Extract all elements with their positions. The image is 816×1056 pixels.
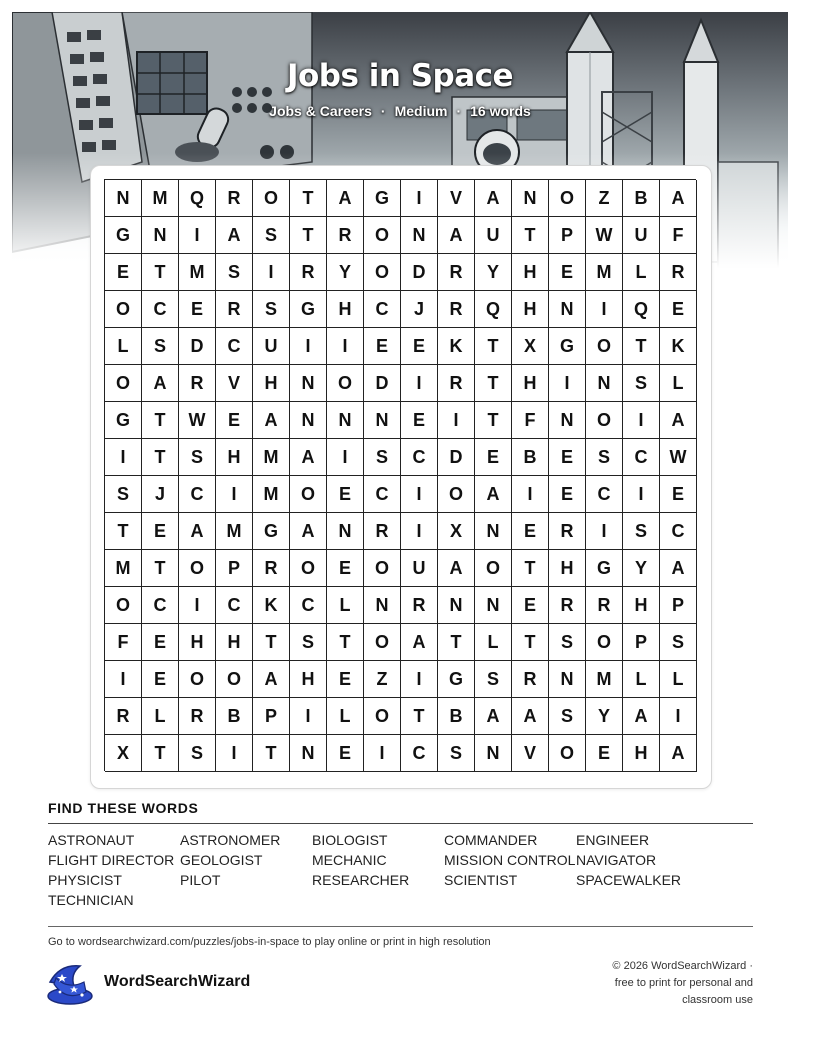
grid-cell: T — [475, 365, 512, 402]
grid-cell: J — [401, 291, 438, 328]
grid-cell: F — [512, 402, 549, 439]
word-list-item: BIOLOGIST — [312, 832, 388, 848]
grid-cell: H — [216, 624, 253, 661]
grid-cell: I — [438, 402, 475, 439]
grid-cell: H — [512, 365, 549, 402]
grid-cell: I — [179, 217, 216, 254]
grid-cell: A — [253, 402, 290, 439]
grid-cell: M — [586, 661, 623, 698]
grid-cell: T — [401, 698, 438, 735]
grid-cell: O — [549, 180, 586, 217]
word-list-heading: FIND THESE WORDS — [48, 800, 199, 816]
grid-cell: E — [660, 476, 697, 513]
grid-cell: H — [512, 291, 549, 328]
grid-cell: P — [216, 550, 253, 587]
grid-cell: E — [105, 254, 142, 291]
grid-cell: L — [105, 328, 142, 365]
grid-cell: E — [327, 476, 364, 513]
copyright-line: © 2026 WordSearchWizard · — [612, 960, 753, 972]
grid-cell: W — [586, 217, 623, 254]
grid-cell: L — [623, 661, 660, 698]
grid-cell: L — [475, 624, 512, 661]
grid-cell: K — [438, 328, 475, 365]
grid-cell: M — [253, 439, 290, 476]
grid-cell: E — [512, 587, 549, 624]
grid-cell: C — [290, 587, 327, 624]
grid-cell: S — [660, 624, 697, 661]
grid-cell: L — [142, 698, 179, 735]
grid-cell: A — [623, 698, 660, 735]
grid-cell: P — [253, 698, 290, 735]
grid-cell: A — [216, 217, 253, 254]
grid-cell: R — [549, 513, 586, 550]
grid-cell: A — [290, 513, 327, 550]
grid-cell: R — [512, 661, 549, 698]
grid-cell: O — [364, 624, 401, 661]
grid-cell: N — [364, 587, 401, 624]
grid-cell: E — [660, 291, 697, 328]
grid-cell: V — [438, 180, 475, 217]
grid-cell: P — [623, 624, 660, 661]
grid-cell: S — [549, 624, 586, 661]
grid-cell: T — [438, 624, 475, 661]
grid-cell: L — [623, 254, 660, 291]
word-list-item: SCIENTIST — [444, 872, 518, 888]
letter-grid — [104, 179, 696, 771]
grid-cell: T — [327, 624, 364, 661]
grid-cell: N — [475, 587, 512, 624]
grid-cell: M — [179, 254, 216, 291]
grid-cell: E — [401, 328, 438, 365]
grid-cell: I — [549, 365, 586, 402]
grid-cell: Q — [475, 291, 512, 328]
grid-cell: N — [290, 365, 327, 402]
grid-cell: O — [290, 476, 327, 513]
grid-cell: Q — [179, 180, 216, 217]
grid-cell: T — [475, 328, 512, 365]
grid-cell: O — [105, 365, 142, 402]
grid-cell: A — [253, 661, 290, 698]
word-list-item: GEOLOGIST — [180, 852, 263, 868]
grid-cell: C — [586, 476, 623, 513]
grid-cell: S — [179, 735, 216, 772]
grid-cell: O — [364, 217, 401, 254]
grid-cell: R — [290, 254, 327, 291]
grid-cell: E — [327, 550, 364, 587]
copyright-notice — [563, 958, 753, 1009]
grid-cell: L — [660, 365, 697, 402]
grid-cell: E — [549, 254, 586, 291]
grid-cell: R — [586, 587, 623, 624]
grid-cell: D — [401, 254, 438, 291]
grid-cell: S — [586, 439, 623, 476]
grid-cell: O — [253, 180, 290, 217]
grid-cell: E — [586, 735, 623, 772]
grid-cell: I — [401, 513, 438, 550]
grid-cell: H — [512, 254, 549, 291]
grid-cell: I — [401, 661, 438, 698]
word-list-item: FLIGHT DIRECTOR — [48, 852, 175, 868]
grid-cell: R — [216, 291, 253, 328]
grid-cell: Y — [586, 698, 623, 735]
word-list-item: TECHNICIAN — [48, 892, 134, 908]
grid-cell: F — [660, 217, 697, 254]
grid-cell: I — [327, 439, 364, 476]
grid-cell: I — [401, 476, 438, 513]
grid-cell: N — [327, 513, 364, 550]
grid-cell: M — [253, 476, 290, 513]
grid-cell: N — [512, 180, 549, 217]
grid-cell: U — [623, 217, 660, 254]
grid-cell: O — [549, 735, 586, 772]
grid-cell: R — [327, 217, 364, 254]
grid-cell: M — [142, 180, 179, 217]
grid-cell: A — [512, 698, 549, 735]
grid-cell: N — [475, 513, 512, 550]
grid-cell: T — [512, 217, 549, 254]
grid-cell: G — [586, 550, 623, 587]
grid-cell: I — [512, 476, 549, 513]
grid-cell: K — [660, 328, 697, 365]
grid-cell: C — [401, 735, 438, 772]
grid-cell: U — [475, 217, 512, 254]
grid-cell: N — [549, 402, 586, 439]
grid-cell: C — [364, 291, 401, 328]
grid-cell: T — [105, 513, 142, 550]
grid-cell: G — [290, 291, 327, 328]
word-list-item: PILOT — [180, 872, 221, 888]
grid-cell: B — [512, 439, 549, 476]
grid-cell: C — [216, 328, 253, 365]
grid-cell: I — [401, 180, 438, 217]
grid-cell: A — [290, 439, 327, 476]
grid-cell: A — [475, 180, 512, 217]
grid-cell: O — [364, 698, 401, 735]
grid-cell: I — [623, 402, 660, 439]
grid-cell: V — [216, 365, 253, 402]
grid-cell: Z — [586, 180, 623, 217]
puzzle-meta — [0, 103, 800, 119]
grid-cell: R — [549, 587, 586, 624]
grid-cell: I — [290, 698, 327, 735]
grid-cell: T — [253, 735, 290, 772]
grid-cell: W — [660, 439, 697, 476]
grid-cell: I — [623, 476, 660, 513]
grid-cell: T — [512, 550, 549, 587]
grid-cell: O — [290, 550, 327, 587]
grid-cell: B — [623, 180, 660, 217]
grid-cell: H — [327, 291, 364, 328]
grid-cell: I — [364, 735, 401, 772]
grid-cell: E — [327, 661, 364, 698]
grid-cell: Y — [475, 254, 512, 291]
grid-cell: P — [549, 217, 586, 254]
word-list-item: ENGINEER — [576, 832, 650, 848]
grid-cell: A — [327, 180, 364, 217]
grid-cell: O — [105, 291, 142, 328]
grid-cell: N — [327, 402, 364, 439]
grid-cell: O — [179, 550, 216, 587]
grid-cell: M — [105, 550, 142, 587]
grid-cell: E — [512, 513, 549, 550]
word-list-item: COMMANDER — [444, 832, 538, 848]
grid-cell: R — [179, 365, 216, 402]
grid-cell: X — [512, 328, 549, 365]
word-list-item: NAVIGATOR — [576, 852, 657, 868]
grid-cell: D — [364, 365, 401, 402]
grid-cell: Y — [327, 254, 364, 291]
grid-cell: X — [105, 735, 142, 772]
grid-cell: S — [549, 698, 586, 735]
grid-cell: I — [586, 513, 623, 550]
grid-cell: T — [512, 624, 549, 661]
grid-cell: B — [216, 698, 253, 735]
grid-cell: I — [105, 661, 142, 698]
grid-cell: G — [105, 402, 142, 439]
grid-cell: N — [105, 180, 142, 217]
grid-cell: S — [290, 624, 327, 661]
grid-cell: O — [438, 476, 475, 513]
divider — [48, 926, 753, 927]
grid-cell: L — [660, 661, 697, 698]
grid-cell: A — [475, 698, 512, 735]
grid-cell: G — [549, 328, 586, 365]
grid-cell: M — [586, 254, 623, 291]
grid-cell: C — [660, 513, 697, 550]
grid-cell: E — [401, 402, 438, 439]
grid-cell: L — [327, 587, 364, 624]
grid-cell: V — [512, 735, 549, 772]
grid-cell: S — [623, 365, 660, 402]
meta-separator: · — [456, 103, 462, 119]
grid-cell: O — [364, 550, 401, 587]
grid-cell: G — [438, 661, 475, 698]
grid-cell: N — [142, 217, 179, 254]
grid-cell: E — [142, 513, 179, 550]
grid-cell: T — [142, 402, 179, 439]
grid-cell: T — [290, 180, 327, 217]
grid-cell: C — [623, 439, 660, 476]
grid-cell: H — [253, 365, 290, 402]
grid-cell: T — [142, 550, 179, 587]
grid-cell: S — [216, 254, 253, 291]
grid-cell: D — [438, 439, 475, 476]
grid-cell: S — [179, 439, 216, 476]
grid-cell: P — [660, 587, 697, 624]
grid-cell: L — [327, 698, 364, 735]
grid-cell: G — [253, 513, 290, 550]
wizard-hat-icon — [46, 962, 94, 1006]
grid-cell: X — [438, 513, 475, 550]
word-list-item: MISSION CONTROL — [444, 852, 576, 868]
grid-cell: R — [438, 365, 475, 402]
grid-cell: A — [660, 735, 697, 772]
grid-cell: G — [364, 180, 401, 217]
grid-cell: I — [105, 439, 142, 476]
grid-cell: R — [253, 550, 290, 587]
grid-cell: E — [327, 735, 364, 772]
grid-cell: I — [401, 365, 438, 402]
grid-cell: N — [401, 217, 438, 254]
grid-cell: H — [623, 735, 660, 772]
grid-cell: A — [401, 624, 438, 661]
copyright-line: free to print for personal and — [614, 977, 753, 989]
grid-cell: A — [438, 550, 475, 587]
grid-cell: R — [105, 698, 142, 735]
grid-cell: J — [142, 476, 179, 513]
grid-cell: T — [623, 328, 660, 365]
copyright-line: classroom use — [682, 994, 753, 1006]
grid-cell: A — [179, 513, 216, 550]
grid-cell: R — [216, 180, 253, 217]
grid-cell: T — [290, 217, 327, 254]
grid-cell: S — [142, 328, 179, 365]
grid-cell: N — [475, 735, 512, 772]
grid-cell: O — [475, 550, 512, 587]
word-count-label: 16 words — [470, 103, 531, 119]
grid-cell: N — [438, 587, 475, 624]
grid-cell: R — [179, 698, 216, 735]
grid-cell: D — [179, 328, 216, 365]
grid-cell: O — [179, 661, 216, 698]
grid-cell: U — [401, 550, 438, 587]
grid-cell: O — [364, 254, 401, 291]
grid-cell: C — [142, 291, 179, 328]
grid-cell: E — [142, 661, 179, 698]
grid-cell: R — [660, 254, 697, 291]
grid-cell: U — [253, 328, 290, 365]
grid-cell: I — [327, 328, 364, 365]
grid-cell: A — [660, 180, 697, 217]
grid-cell: G — [105, 217, 142, 254]
grid-cell: T — [475, 402, 512, 439]
grid-cell: S — [364, 439, 401, 476]
word-list-item: ASTRONOMER — [180, 832, 281, 848]
grid-cell: I — [179, 587, 216, 624]
grid-cell: O — [586, 328, 623, 365]
grid-cell: O — [586, 624, 623, 661]
grid-cell: S — [253, 291, 290, 328]
grid-cell: Q — [623, 291, 660, 328]
grid-cell: N — [549, 291, 586, 328]
grid-cell: K — [253, 587, 290, 624]
grid-cell: N — [586, 365, 623, 402]
grid-cell: A — [475, 476, 512, 513]
grid-cell: A — [660, 402, 697, 439]
grid-cell: E — [549, 439, 586, 476]
grid-cell: C — [401, 439, 438, 476]
word-list-item: ASTRONAUT — [48, 832, 135, 848]
grid-cell: O — [105, 587, 142, 624]
grid-cell: N — [290, 735, 327, 772]
grid-cell: S — [438, 735, 475, 772]
meta-separator: · — [380, 103, 386, 119]
play-online-note: Go to wordsearchwizard.com/puzzles/jobs-in-space to play online or print in high resolution — [48, 936, 491, 948]
grid-cell: O — [216, 661, 253, 698]
grid-cell: S — [623, 513, 660, 550]
word-list-item: MECHANIC — [312, 852, 387, 868]
word-list-item: RESEARCHER — [312, 872, 410, 888]
grid-cell: A — [660, 550, 697, 587]
grid-cell: N — [364, 402, 401, 439]
grid-cell: R — [438, 291, 475, 328]
grid-cell: C — [364, 476, 401, 513]
grid-cell: N — [290, 402, 327, 439]
grid-cell: T — [142, 439, 179, 476]
grid-cell: T — [253, 624, 290, 661]
grid-cell: E — [179, 291, 216, 328]
grid-cell: C — [142, 587, 179, 624]
grid-cell: T — [142, 254, 179, 291]
difficulty-label: Medium — [394, 103, 448, 119]
grid-cell: I — [216, 476, 253, 513]
grid-cell: Z — [364, 661, 401, 698]
grid-cell: E — [216, 402, 253, 439]
grid-cell: H — [179, 624, 216, 661]
grid-cell: C — [216, 587, 253, 624]
word-list-item: PHYSICIST — [48, 872, 122, 888]
grid-cell: E — [142, 624, 179, 661]
grid-cell: I — [253, 254, 290, 291]
grid-cell: H — [290, 661, 327, 698]
grid-cell: I — [586, 291, 623, 328]
grid-cell: H — [549, 550, 586, 587]
grid-cell: A — [438, 217, 475, 254]
grid-cell: I — [660, 698, 697, 735]
grid-cell: S — [253, 217, 290, 254]
grid-cell: I — [216, 735, 253, 772]
grid-cell: S — [105, 476, 142, 513]
divider — [48, 823, 753, 824]
grid-cell: S — [475, 661, 512, 698]
grid-cell: B — [438, 698, 475, 735]
grid-cell: O — [586, 402, 623, 439]
brand-name: WordSearchWizard — [104, 973, 251, 990]
grid-cell: A — [142, 365, 179, 402]
grid-cell: N — [549, 661, 586, 698]
grid-cell: E — [475, 439, 512, 476]
word-list-item: SPACEWALKER — [576, 872, 682, 888]
grid-cell: R — [401, 587, 438, 624]
grid-cell: H — [623, 587, 660, 624]
grid-cell: R — [364, 513, 401, 550]
grid-cell: H — [216, 439, 253, 476]
grid-cell: O — [327, 365, 364, 402]
grid-cell: R — [438, 254, 475, 291]
grid-cell: W — [179, 402, 216, 439]
grid-cell: C — [179, 476, 216, 513]
category-label: Jobs & Careers — [269, 103, 372, 119]
grid-cell: Y — [623, 550, 660, 587]
grid-cell: F — [105, 624, 142, 661]
grid-cell: E — [364, 328, 401, 365]
puzzle-title: Jobs in Space — [286, 58, 514, 94]
grid-cell: T — [142, 735, 179, 772]
grid-cell: M — [216, 513, 253, 550]
grid-cell: I — [290, 328, 327, 365]
grid-cell: E — [549, 476, 586, 513]
